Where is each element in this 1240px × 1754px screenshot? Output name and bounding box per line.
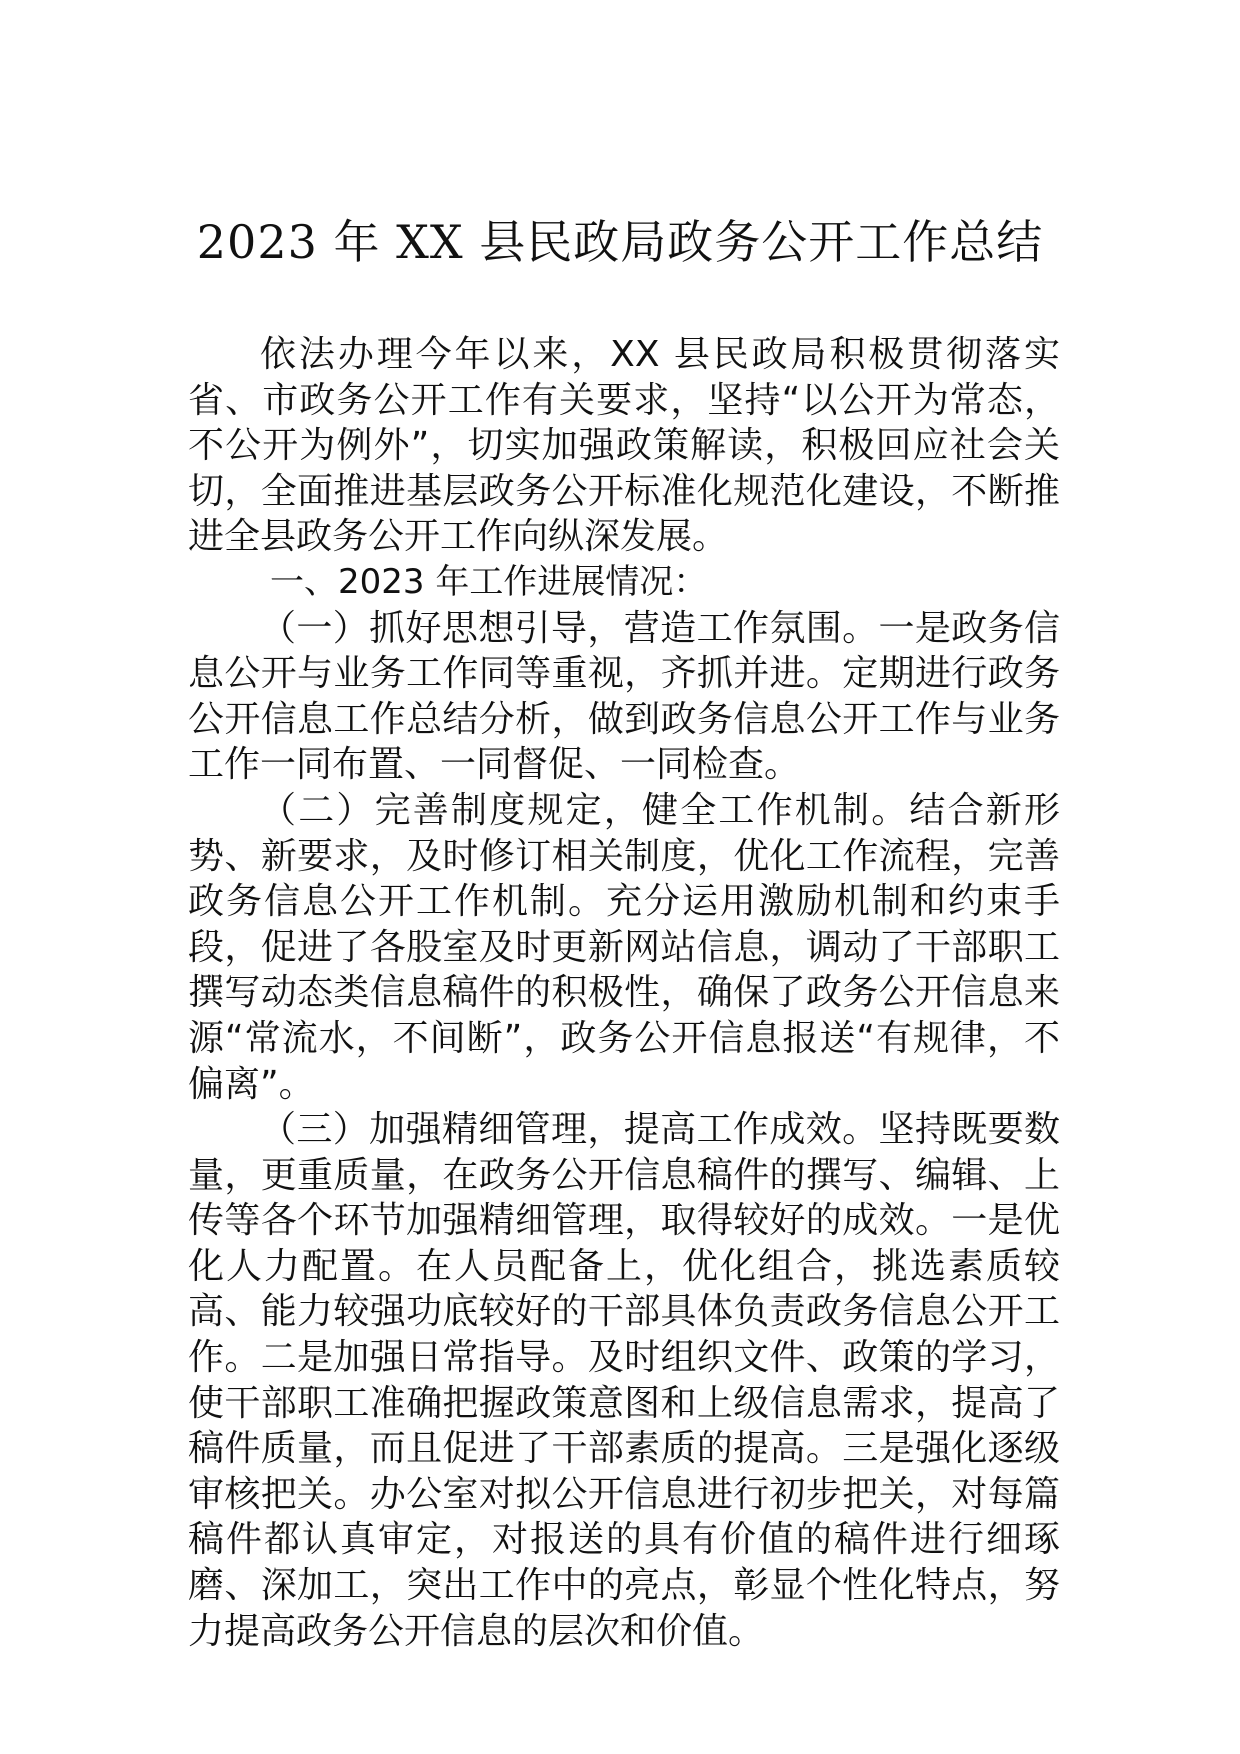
document-body <box>188 332 1060 1654</box>
section-heading: 一、2023 年工作进展情况： <box>270 561 708 602</box>
item-two-paragraph: （二）完善制度规定，健全工作机制。结合新形势、新要求，及时修订相关制度，优化工作流程，完善政务信息公开工作机制。充分运用激励机制和约束手段，促进了各股室及时更新网站信息，调动了干部职工撰写动态类信息稿件的积极性，确保了政务公开信息来源“常流水，不间断”，政务公开信息报送“有规律，不偏离”。 <box>188 789 1060 1105</box>
item-three-paragraph: （三）加强精细管理，提高工作成效。坚持既要数量，更重质量，在政务公开信息稿件的撰写、编辑、上传等各个环节加强精细管理，取得较好的成效。一是优化人力配置。在人员配备上，优化组合，挑选素质较高、能力较强功底较好的干部具体负责政务信息公开工作。二是加强日常指导。及时组织文件、政策的学习，使干部职工准确把握政策意图和上级信息需求，提高了稿件质量，而且促进了干部素质的提高。三是强化逐级审核把关。办公室对拟公开信息进行初步把关，对每篇稿件都认真审定，对报送的具有价值的稿件进行细琢磨、深加工，突出工作中的亮点，彰显个性化特点，努力提高政务公开信息的层次和价值。 <box>188 1109 1060 1652</box>
document-title: 2023 年 XX 县民政局政务公开工作总结 <box>196 215 1044 269</box>
intro-paragraph: 依法办理今年以来，XX 县民政局积极贯彻落实省、市政务公开工作有关要求，坚持“以公开为常态，不公开为例外”，切实加强政策解读，积极回应社会关切，全面推进基层政务公开标准化规范化建设，不断推进全县政务公开工作向纵深发展。 <box>188 334 1060 558</box>
item-one-paragraph: （一）抓好思想引导，营造工作氛围。一是政务信息公开与业务工作同等重视，齐抓并进。定期进行政务公开信息工作总结分析，做到政务信息公开工作与业务工作一同布置、一同督促、一同检查。 <box>188 607 1060 786</box>
